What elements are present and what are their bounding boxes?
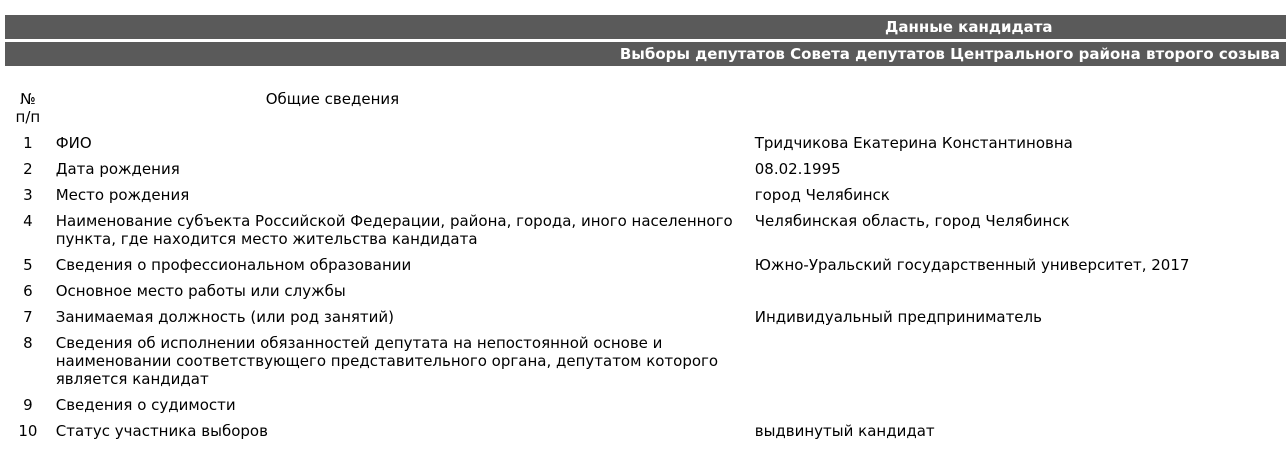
row-value: Индивидуальный предприниматель: [754, 308, 1042, 326]
election-title: Выборы депутатов Совета депутатов Центрального района второго созыва: [619, 45, 1280, 63]
table-row: [12, 256, 1286, 282]
row-number: 2: [23, 160, 33, 178]
row-value: выдвинутый кандидат: [754, 422, 935, 440]
row-number: 4: [23, 212, 33, 230]
section-header: Общие сведения: [265, 90, 400, 108]
row-number: 8: [23, 334, 33, 352]
row-label: ФИО: [55, 134, 92, 152]
row-value: [751, 396, 1286, 422]
row-value: [751, 334, 1286, 396]
row-value: Тридчикова Екатерина Константиновна: [754, 134, 1073, 152]
row-value: Челябинская область, город Челябинск: [754, 212, 1070, 230]
row-number: 1: [23, 134, 33, 152]
row-label: Основное место работы или службы: [55, 282, 346, 300]
page-title: Данные кандидата: [885, 18, 1053, 36]
table-row: [12, 422, 1286, 448]
title-bar: [5, 15, 1286, 39]
row-number: 7: [23, 308, 33, 326]
row-number: 6: [23, 282, 33, 300]
row-label: Статус участника выборов: [55, 422, 268, 440]
candidate-info-table: [12, 90, 1286, 448]
table-row: [12, 334, 1286, 396]
row-label: Сведения о судимости: [55, 396, 236, 414]
table-row: [12, 186, 1286, 212]
row-number: 3: [23, 186, 33, 204]
row-value: [751, 282, 1286, 308]
table-row: [12, 308, 1286, 334]
table-row: [12, 396, 1286, 422]
row-value: город Челябинск: [754, 186, 890, 204]
row-value: Южно-Уральский государственный университет, 2017: [754, 256, 1190, 274]
row-label: Дата рождения: [55, 160, 180, 178]
num-column-header: № п/п: [15, 90, 41, 126]
row-number: 5: [23, 256, 33, 274]
row-label: Наименование субъекта Российской Федерации, района, города, иного населенного пункта, где находится место жительства кандидата: [55, 212, 733, 248]
table-row: [12, 282, 1286, 308]
election-title-bar: [5, 42, 1286, 66]
row-label: Сведения об исполнении обязанностей депутата на непостоянной основе и наименовании соответствующего представительного органа, депутатом которого является кандидат: [55, 334, 719, 388]
row-label: Занимаемая должность (или род занятий): [55, 308, 394, 326]
table-row: [12, 212, 1286, 256]
row-number: 9: [23, 396, 33, 414]
row-label: Сведения о профессиональном образовании: [55, 256, 412, 274]
table-row: [12, 160, 1286, 186]
table-header-row: [12, 90, 1286, 134]
row-value: 08.02.1995: [754, 160, 841, 178]
table-row: [12, 134, 1286, 160]
row-label: Место рождения: [55, 186, 190, 204]
row-number: 10: [18, 422, 38, 440]
